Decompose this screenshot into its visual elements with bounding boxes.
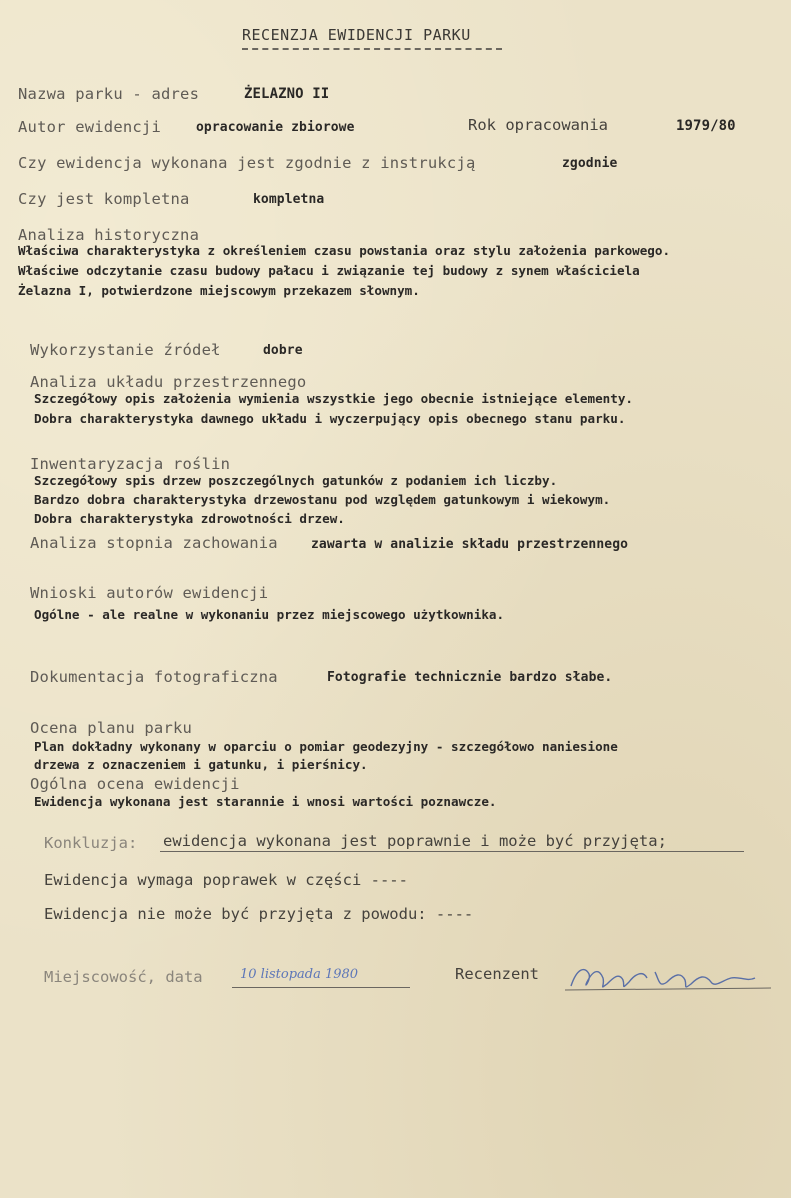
overall-label: Ogólna ocena ewidencji (30, 775, 240, 793)
preservation-value: zawarta w analizie składu przestrzennego (311, 537, 629, 552)
complete-label: Czy jest kompletna (18, 190, 190, 208)
handwritten-date: 10 listopada 1980 (240, 967, 359, 982)
compliance-value: zgodnie (562, 156, 618, 171)
plan-label: Ocena planu parku (30, 719, 193, 737)
author-value: opracowanie zbiorowe (196, 120, 355, 135)
overall-line: Ewidencja wykonana jest starannie i wnosi wartości poznawcze. (34, 794, 497, 809)
spatial-line: Szczegółowy opis założenia wymienia wszystkie jego obecnie istniejące elementy. (34, 391, 633, 406)
spatial-label: Analiza układu przestrzennego (30, 373, 307, 391)
place-date-label: Miejscowość, data (44, 968, 203, 986)
conclusion-option-corrections: Ewidencja wymaga poprawek w części ---- (44, 871, 408, 889)
title-underline (242, 48, 502, 50)
conclusion-option-reject: Ewidencja nie może być przyjęta z powodu: ---- (44, 905, 474, 923)
author-label: Autor ewidencji (18, 118, 161, 136)
plan-line: Plan dokładny wykonany w oparciu o pomiar geodezyjny - szczegółowo naniesione (34, 739, 618, 754)
date-underline (232, 987, 410, 988)
conclusions-label: Wnioski autorów ewidencji (30, 584, 269, 602)
historical-line: Żelazna I, potwierdzone miejscowym przekazem słownym. (18, 283, 420, 298)
inventory-label: Inwentaryzacja roślin (30, 455, 231, 473)
photo-value: Fotografie technicznie bardzo słabe. (327, 670, 613, 685)
inventory-line: Bardzo dobra charakterystyka drzewostanu pod względem gatunkowym i wiekowym. (34, 492, 611, 507)
preservation-label: Analiza stopnia zachowania (30, 534, 278, 552)
conclusion-option-accept: ewidencja wykonana jest poprawnie i może być przyjęta; (163, 832, 667, 850)
inventory-line: Dobra charakterystyka zdrowotności drzew. (34, 511, 345, 526)
signature-icon (563, 960, 783, 1000)
park-name-value: ŻELAZNO II (244, 86, 330, 102)
conclusion-underline (160, 851, 744, 852)
document-title: RECENZJA EWIDENCJI PARKU (242, 26, 471, 44)
historical-line: Właściwe odczytanie czasu budowy pałacu i związanie tej budowy z synem właściciela (18, 263, 640, 278)
year-label: Rok opracowania (468, 116, 608, 134)
photo-label: Dokumentacja fotograficzna (30, 668, 278, 686)
historical-line: Właściwa charakterystyka z określeniem czasu powstania oraz stylu założenia parkowego. (18, 243, 671, 258)
sources-value: dobre (263, 343, 303, 358)
spatial-line: Dobra charakterystyka dawnego układu i wyczerpujący opis obecnego stanu parku. (34, 411, 626, 426)
compliance-label: Czy ewidencja wykonana jest zgodnie z instrukcją (18, 154, 476, 172)
conclusions-line: Ogólne - ale realne w wykonaniu przez miejscowego użytkownika. (34, 607, 505, 622)
year-value: 1979/80 (676, 118, 736, 134)
park-name-label: Nazwa parku - adres (18, 85, 200, 103)
sources-label: Wykorzystanie źródeł (30, 341, 221, 359)
reviewer-label: Recenzent (455, 965, 539, 983)
complete-value: kompletna (253, 192, 325, 207)
inventory-line: Szczegółowy spis drzew poszczególnych gatunków z podaniem ich liczby. (34, 473, 558, 488)
historical-label: Analiza historyczna (18, 226, 200, 244)
conclusion-label: Konkluzja: (44, 834, 138, 852)
plan-line: drzewa z oznaczeniem i gatunku, i pierśnicy. (34, 757, 368, 772)
